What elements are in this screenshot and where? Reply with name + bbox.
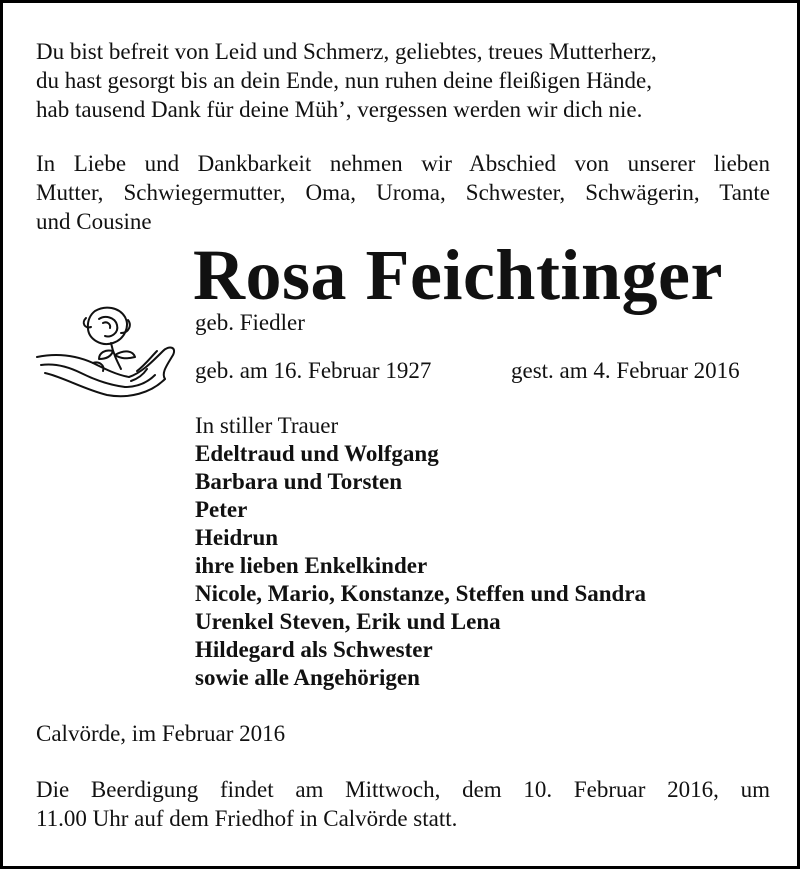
funeral-line-2: 11.00 Uhr auf dem Friedhof in Calvörde statt. bbox=[36, 806, 458, 831]
intro-line-2: Mutter, Schwiegermutter, Oma, Uroma, Schwester, Schwägerin, Tante bbox=[36, 180, 770, 205]
mourner-name: ihre lieben Enkelkinder bbox=[195, 553, 428, 578]
poem-line-3: hab tausend Dank für deine Müh’, vergessen werden wir dich nie. bbox=[36, 97, 643, 122]
place-date: Calvörde, im Februar 2016 bbox=[36, 721, 286, 746]
maiden-name: geb. Fiedler bbox=[195, 310, 305, 335]
mourner-name: Nicole, Mario, Konstanze, Steffen und Sandra bbox=[195, 581, 647, 606]
mourner-name: Urenkel Steven, Erik und Lena bbox=[195, 609, 501, 634]
intro-line-1: In Liebe und Dankbarkeit nehmen wir Abschied von unserer lieben bbox=[36, 151, 770, 176]
rose-in-hands-icon bbox=[33, 303, 183, 403]
intro-line-3: und Cousine bbox=[36, 209, 152, 234]
mourner-name: Peter bbox=[195, 497, 248, 522]
poem-line-2: du hast gesorgt bis an dein Ende, nun ruhen deine fleißigen Hände, bbox=[36, 68, 652, 93]
mourners-heading: In stiller Trauer bbox=[195, 413, 339, 438]
funeral-line-1: Die Beerdigung findet am Mittwoch, dem 10. Februar 2016, um bbox=[36, 777, 770, 802]
deceased-name: Rosa Feichtinger bbox=[193, 235, 723, 315]
mourner-name: Hildegard als Schwester bbox=[195, 637, 433, 662]
death-date: gest. am 4. Februar 2016 bbox=[511, 358, 740, 383]
mourner-name: Heidrun bbox=[195, 525, 279, 550]
mourner-name: sowie alle Angehörigen bbox=[195, 665, 420, 690]
mourner-name: Barbara und Torsten bbox=[195, 469, 403, 494]
birth-date: geb. am 16. Februar 1927 bbox=[195, 358, 432, 383]
poem-line-1: Du bist befreit von Leid und Schmerz, geliebtes, treues Mutterherz, bbox=[36, 39, 657, 64]
mourner-name: Edeltraud und Wolfgang bbox=[195, 441, 439, 466]
